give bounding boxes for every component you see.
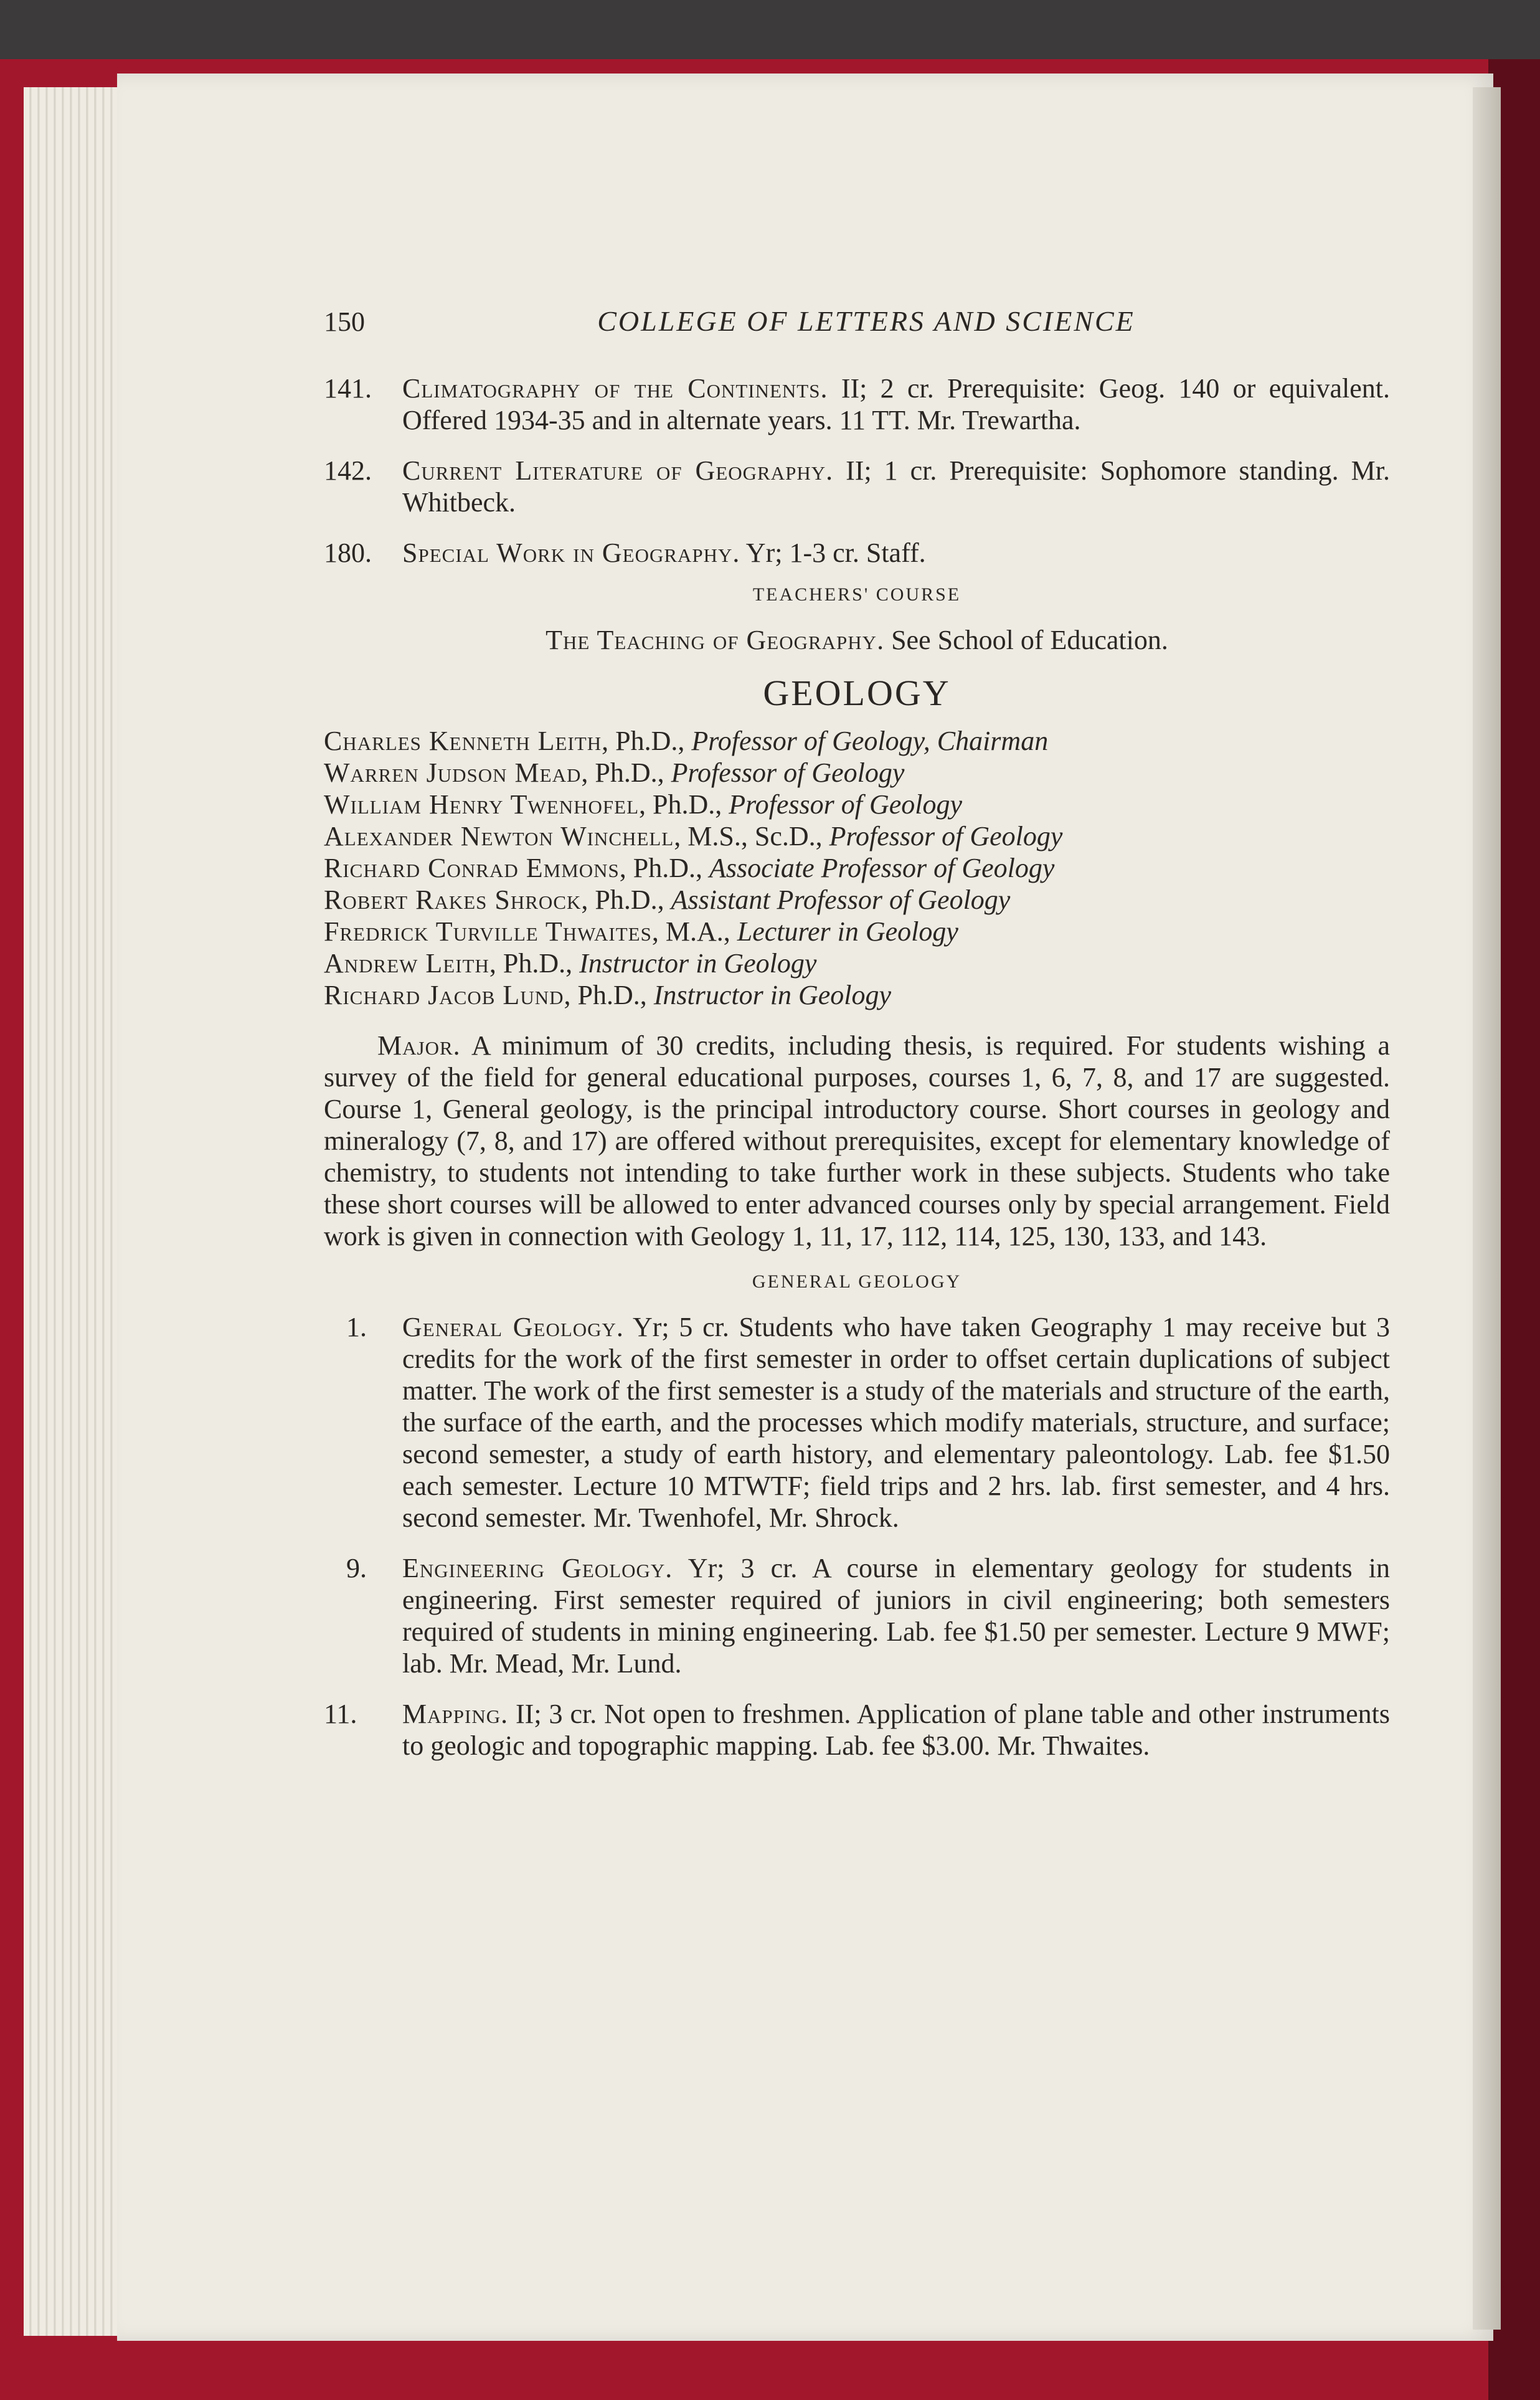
faculty-degree: , Ph.D.,: [564, 980, 654, 1010]
faculty-degree: , M.S., Sc.D.,: [674, 821, 829, 851]
major-text: A minimum of 30 credits, including thesis, is required. For students wishing a survey of the field for general educational purposes, courses 1, 6, 7, 8, and 17 are suggested. Course 1, General geology, is the principal introductory course. Short courses in geology and mineralogy (7, 8, and 17) are offered without prerequisites, except for elementary knowledge of chemistry, to students not intending to take further work in these subjects. Students who take these short courses will be allowed to enter advanced courses only by special arrangement. Field work is given in connection with Geology 1, 11, 17, 112, 114, 125, 130, 133, and 143.: [324, 1030, 1390, 1251]
faculty-name: Andrew Leith: [324, 948, 489, 979]
faculty-member: [324, 757, 1390, 789]
course-title: General Geology.: [402, 1312, 624, 1342]
course-entry: [324, 372, 1390, 436]
course-number: 141.: [324, 373, 372, 404]
faculty-name: Fredrick Turville Thwaites: [324, 916, 652, 947]
course-title: Current Literature of Geography.: [402, 455, 834, 486]
page-number: 150: [324, 306, 365, 337]
faculty-degree: , M.A.,: [651, 916, 737, 947]
faculty-member: [324, 947, 1390, 979]
running-title: COLLEGE OF LETTERS AND SCIENCE: [597, 305, 1135, 337]
faculty-title: Associate Professor of Geology: [709, 853, 1055, 883]
faculty-degree: , Ph.D.,: [619, 853, 710, 883]
faculty-member: [324, 789, 1390, 820]
section-heading-teachers-course: TEACHERS' COURSE: [752, 584, 961, 605]
teachers-course-title: The Teaching of Geography.: [546, 625, 885, 655]
faculty-title: Instructor in Geology: [579, 948, 817, 979]
major-label: Major.: [377, 1030, 461, 1061]
course-number: 180.: [324, 538, 372, 568]
course-entry: [324, 1698, 1390, 1762]
faculty-name: Charles Kenneth Leith: [324, 726, 602, 756]
faculty-name: Robert Rakes Shrock: [324, 885, 582, 915]
faculty-name: William Henry Twenhofel: [324, 789, 640, 820]
course-description: II; 2 cr. Prerequisite: Geog. 140 or equivalent. Offered 1934-35 and in alternate years. 11 TT. Mr. Trewartha.: [402, 373, 1391, 435]
course-entry: [324, 455, 1390, 518]
faculty-degree: , Ph.D.,: [581, 757, 671, 788]
department-heading: GEOLOGY: [763, 673, 951, 713]
teachers-course-text: See School of Education.: [884, 625, 1168, 655]
course-title: Engineering Geology.: [402, 1553, 673, 1583]
course-description: II; 3 cr. Not open to freshmen. Application of plane table and other instruments to geologic and topographic mapping. Lab. fee $3.00. Mr. Thwaites.: [402, 1699, 1390, 1761]
faculty-member: [324, 884, 1390, 916]
faculty-name: Alexander Newton Winchell: [324, 821, 674, 851]
course-number: 142.: [324, 455, 372, 486]
course-description: II; 1 cr. Prerequisite: Sophomore standing. Mr. Whitbeck.: [402, 455, 1390, 518]
teachers-course-line: [324, 624, 1390, 656]
faculty-list: [324, 725, 1390, 1011]
faculty-member: [324, 916, 1390, 947]
course-entry: [324, 1311, 1390, 1534]
course-entry: [324, 537, 1390, 569]
course-title: Climatography of the Continents.: [402, 373, 828, 404]
page-right-edge: [1473, 87, 1501, 2330]
course-number: 11.: [324, 1699, 357, 1729]
course-title: Special Work in Geography.: [402, 538, 740, 568]
faculty-title: Lecturer in Geology: [737, 916, 958, 947]
course-number: 1.: [346, 1312, 367, 1342]
course-description: Yr; 1-3 cr. Staff.: [740, 538, 926, 568]
page-header: [324, 305, 1390, 343]
faculty-title: Professor of Geology, Chairman: [691, 726, 1049, 756]
faculty-title: Professor of Geology: [729, 789, 963, 820]
page-content: [324, 305, 1390, 1780]
faculty-title: Professor of Geology: [671, 757, 905, 788]
faculty-name: Richard Conrad Emmons: [324, 853, 620, 883]
course-title: Mapping.: [402, 1699, 509, 1729]
faculty-member: [324, 725, 1390, 757]
faculty-member: [324, 979, 1390, 1011]
course-description: Yr; 3 cr. A course in elementary geology for students in engineering. First semester required of juniors in civil engineering; both semesters required of students in mining engineering. Lab. fee $1.50 per semester. Lecture 9 MWF; lab. Mr. Mead, Mr. Lund.: [402, 1553, 1390, 1679]
faculty-title: Professor of Geology: [829, 821, 1063, 851]
faculty-member: [324, 820, 1390, 852]
faculty-name: Richard Jacob Lund: [324, 980, 564, 1010]
faculty-degree: , Ph.D.,: [489, 948, 580, 979]
major-paragraph: [324, 1030, 1390, 1252]
faculty-degree: , Ph.D.,: [639, 789, 729, 820]
faculty-member: [324, 852, 1390, 884]
course-description: Yr; 5 cr. Students who have taken Geography 1 may receive but 3 credits for the work of the first semester in order to offset certain duplications of subject matter. The work of the first semester is a study of the materials and structure of the earth, the surface of the earth, and the processes which modify materials, structure, and surface; second semester, a study of earth history, and elementary paleontology. Lab. fee $1.50 each semester. Lecture 10 MTWTF; field trips and 2 hrs. lab. first semester, and 4 hrs. second semester. Mr. Twenhofel, Mr. Shrock.: [402, 1312, 1390, 1533]
faculty-title: Instructor in Geology: [653, 980, 892, 1010]
section-heading-general-geology: GENERAL GEOLOGY: [752, 1271, 962, 1292]
faculty-name: Warren Judson Mead: [324, 757, 582, 788]
faculty-degree: , Ph.D.,: [602, 726, 692, 756]
course-entry: [324, 1552, 1390, 1679]
faculty-title: Assistant Professor of Geology: [671, 885, 1011, 915]
faculty-degree: , Ph.D.,: [581, 885, 671, 915]
course-number: 9.: [346, 1553, 367, 1583]
